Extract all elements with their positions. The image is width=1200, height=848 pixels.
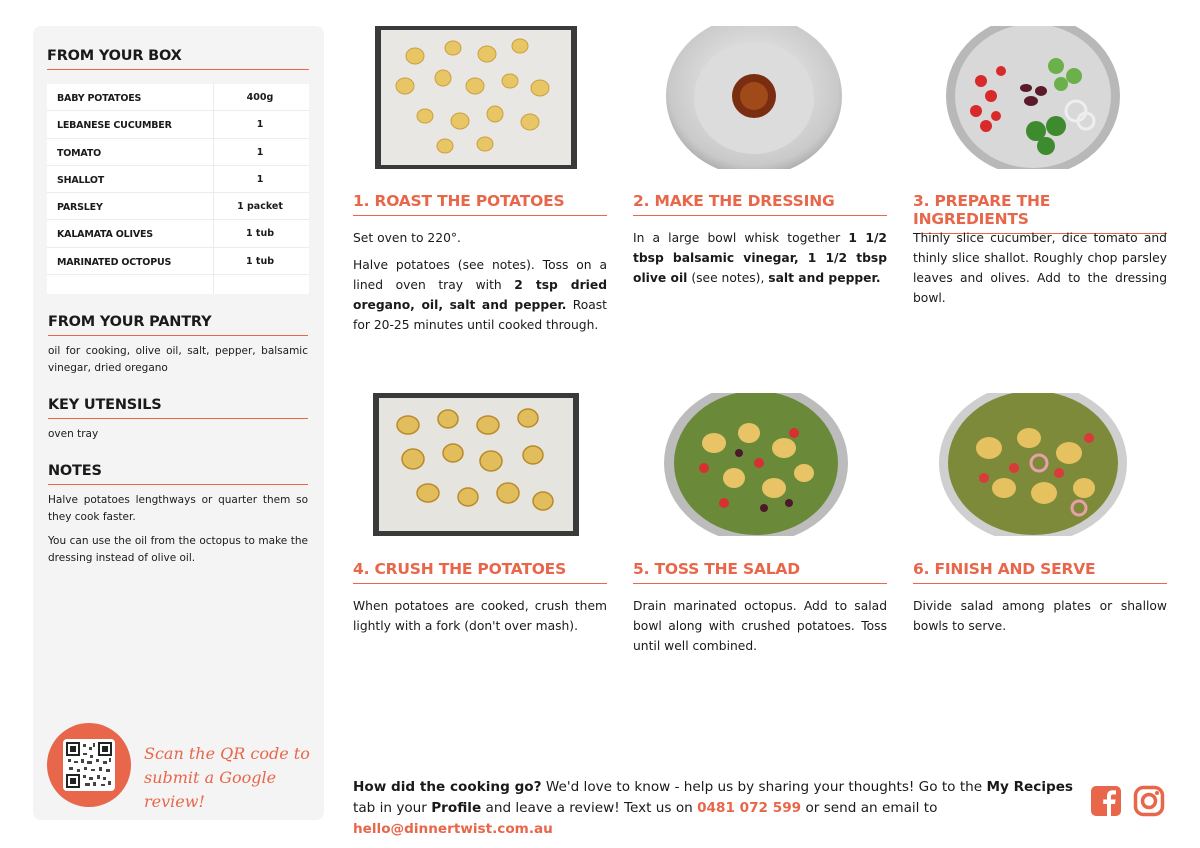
step-4-title: 4. CRUSH THE POTATOES — [353, 560, 607, 584]
table-row: TOMATO 1 — [47, 139, 309, 166]
qr-code-icon[interactable] — [63, 739, 115, 791]
step-6-title: 6. FINISH AND SERVE — [913, 560, 1167, 584]
step-3-text: Thinly slice cucumber, dice tomato and thinly slice shallot. Roughly chop parsley leaves and olives. Add to the dressing bowl. — [913, 231, 1167, 305]
utensils-text: oven tray — [48, 428, 99, 440]
qr-badge[interactable] — [47, 723, 131, 807]
step-2-image — [666, 26, 842, 169]
pantry-title: FROM YOUR PANTRY — [48, 314, 308, 336]
step-5-title: 5. TOSS THE SALAD — [633, 560, 887, 584]
pantry-text: oil for cooking, olive oil, salt, pepper, balsamic vinegar, dried oregano — [48, 345, 308, 374]
table-row: MARINATED OCTOPUS 1 tub — [47, 248, 309, 275]
step-2-text: In a large bowl whisk together 1 1/2 tbsp balsamic vinegar, 1 1/2 tbsp olive oil (see notes), salt and pepper. — [633, 231, 887, 285]
step-2-title: 2. MAKE THE DRESSING — [633, 192, 887, 216]
sidebar — [33, 26, 324, 820]
footer-text: How did the cooking go? We'd love to know - help us by sharing your thoughts! Go to the My Recipes tab in your Profile and leave a review! Text us on 0481 072 599 or send an email to hello@dinnertwist.com.au — [353, 779, 1074, 837]
table-row: KALAMATA OLIVES 1 tub — [47, 220, 309, 247]
qr-text: Scan the QR code to submit a Google review! — [144, 744, 310, 811]
table-row: LEBANESE CUCUMBER 1 — [47, 111, 309, 138]
ingredients-table — [47, 84, 309, 294]
table-row: BABY POTATOES 400g — [47, 84, 309, 111]
notes-2: You can use the oil from the octopus to make the dressing instead of olive oil. — [48, 535, 308, 564]
notes-1: Halve potatoes lengthways or quarter them so they cook faster. — [48, 494, 308, 523]
from-box-title: FROM YOUR BOX — [47, 48, 309, 70]
email-link[interactable]: hello@dinnertwist.com.au — [353, 821, 553, 837]
step-1-image — [375, 26, 577, 169]
step-4-text: When potatoes are cooked, crush them lightly with a fork (don't over mash). — [353, 599, 607, 633]
step-6-image — [939, 393, 1127, 536]
instagram-icon[interactable] — [1133, 785, 1165, 817]
step-3-image — [946, 26, 1121, 169]
step-3-title: 3. PREPARE THE INGREDIENTS — [913, 192, 1167, 234]
table-row: SHALLOT 1 — [47, 166, 309, 193]
facebook-icon[interactable] — [1090, 785, 1122, 817]
notes-title: NOTES — [48, 463, 308, 485]
step-1-text: Set oven to 220°. Halve potatoes (see notes). Toss on a lined oven tray with 2 tsp dried oregano, oil, salt and pepper. Roast for 20-25 minutes until cooked through. — [353, 231, 608, 332]
step-5-image — [664, 393, 848, 536]
step-6-text: Divide salad among plates or shallow bowls to serve. — [913, 599, 1167, 633]
step-1-title: 1. ROAST THE POTATOES — [353, 192, 607, 216]
utensils-title: KEY UTENSILS — [48, 397, 308, 419]
step-5-text: Drain marinated octopus. Add to salad bowl along with crushed potatoes. Toss until well combined. — [633, 599, 887, 653]
phone-link[interactable]: 0481 072 599 — [697, 800, 802, 816]
step-4-image — [373, 393, 579, 536]
table-row: PARSLEY 1 packet — [47, 193, 309, 220]
